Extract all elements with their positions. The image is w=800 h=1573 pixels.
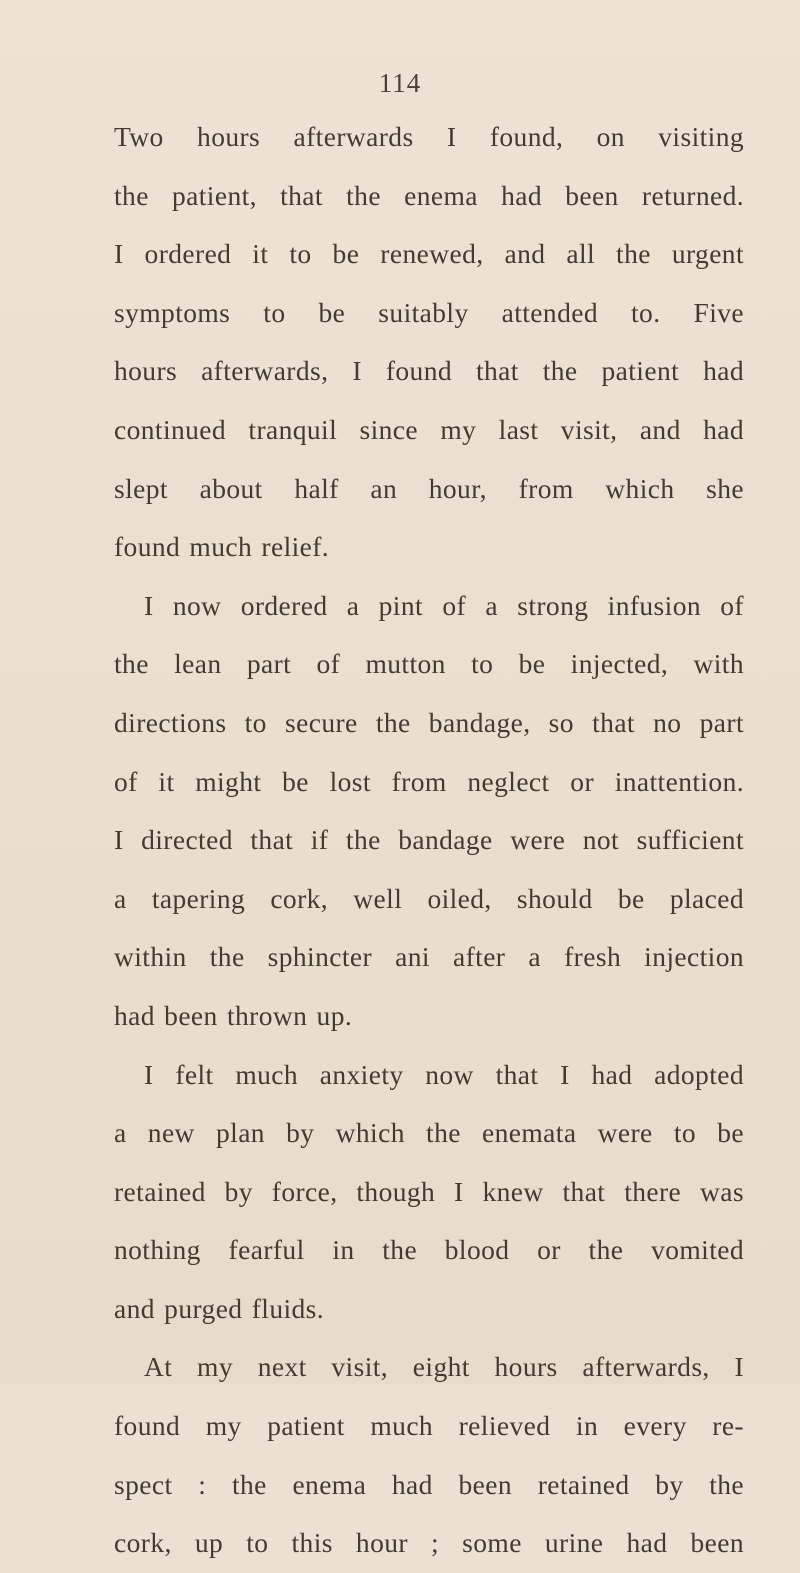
text-line: within the sphincter ani after a fresh injection <box>114 941 744 973</box>
body-text <box>114 108 744 1573</box>
text-line: I felt much anxiety now that I had adopted <box>144 1058 744 1090</box>
text-line: directions to secure the bandage, so that no part <box>114 706 744 738</box>
page-number: 114 <box>378 68 422 98</box>
text-line: a tapering cork, well oiled, should be placed <box>114 882 744 914</box>
text-line: I directed that if the bandage were not sufficient <box>114 824 744 856</box>
text-line: spect : the enema had been retained by the <box>114 1468 744 1500</box>
text-line: At my next visit, eight hours afterwards, I <box>144 1351 744 1383</box>
text-line: symptoms to be suitably attended to. Five <box>114 296 744 328</box>
text-line: the patient, that the enema had been returned. <box>114 179 744 211</box>
text-line: a new plan by which the enemata were to be <box>114 1117 744 1149</box>
text-line: found much relief. <box>114 531 330 563</box>
text-line: of it might be lost from neglect or inattention. <box>114 765 744 797</box>
text-line: retained by force, though I knew that there was <box>114 1175 744 1207</box>
text-line: I ordered it to be renewed, and all the urgent <box>114 238 744 270</box>
text-line: cork, up to this hour ; some urine had been <box>114 1527 744 1559</box>
text-line: I now ordered a pint of a strong infusion of <box>144 589 744 621</box>
text-line: nothing fearful in the blood or the vomited <box>114 1234 744 1266</box>
text-line: Two hours afterwards I found, on visiting <box>114 121 744 152</box>
text-line: slept about half an hour, from which she <box>114 472 744 504</box>
text-line: hours afterwards, I found that the patient had <box>114 355 744 387</box>
text-line: had been thrown up. <box>114 999 353 1031</box>
text-line: found my patient much relieved in every re- <box>114 1410 744 1442</box>
text-line: the lean part of mutton to be injected, with <box>114 648 744 680</box>
text-line: continued tranquil since my last visit, and had <box>114 413 744 445</box>
text-line: and purged fluids. <box>114 1292 325 1324</box>
